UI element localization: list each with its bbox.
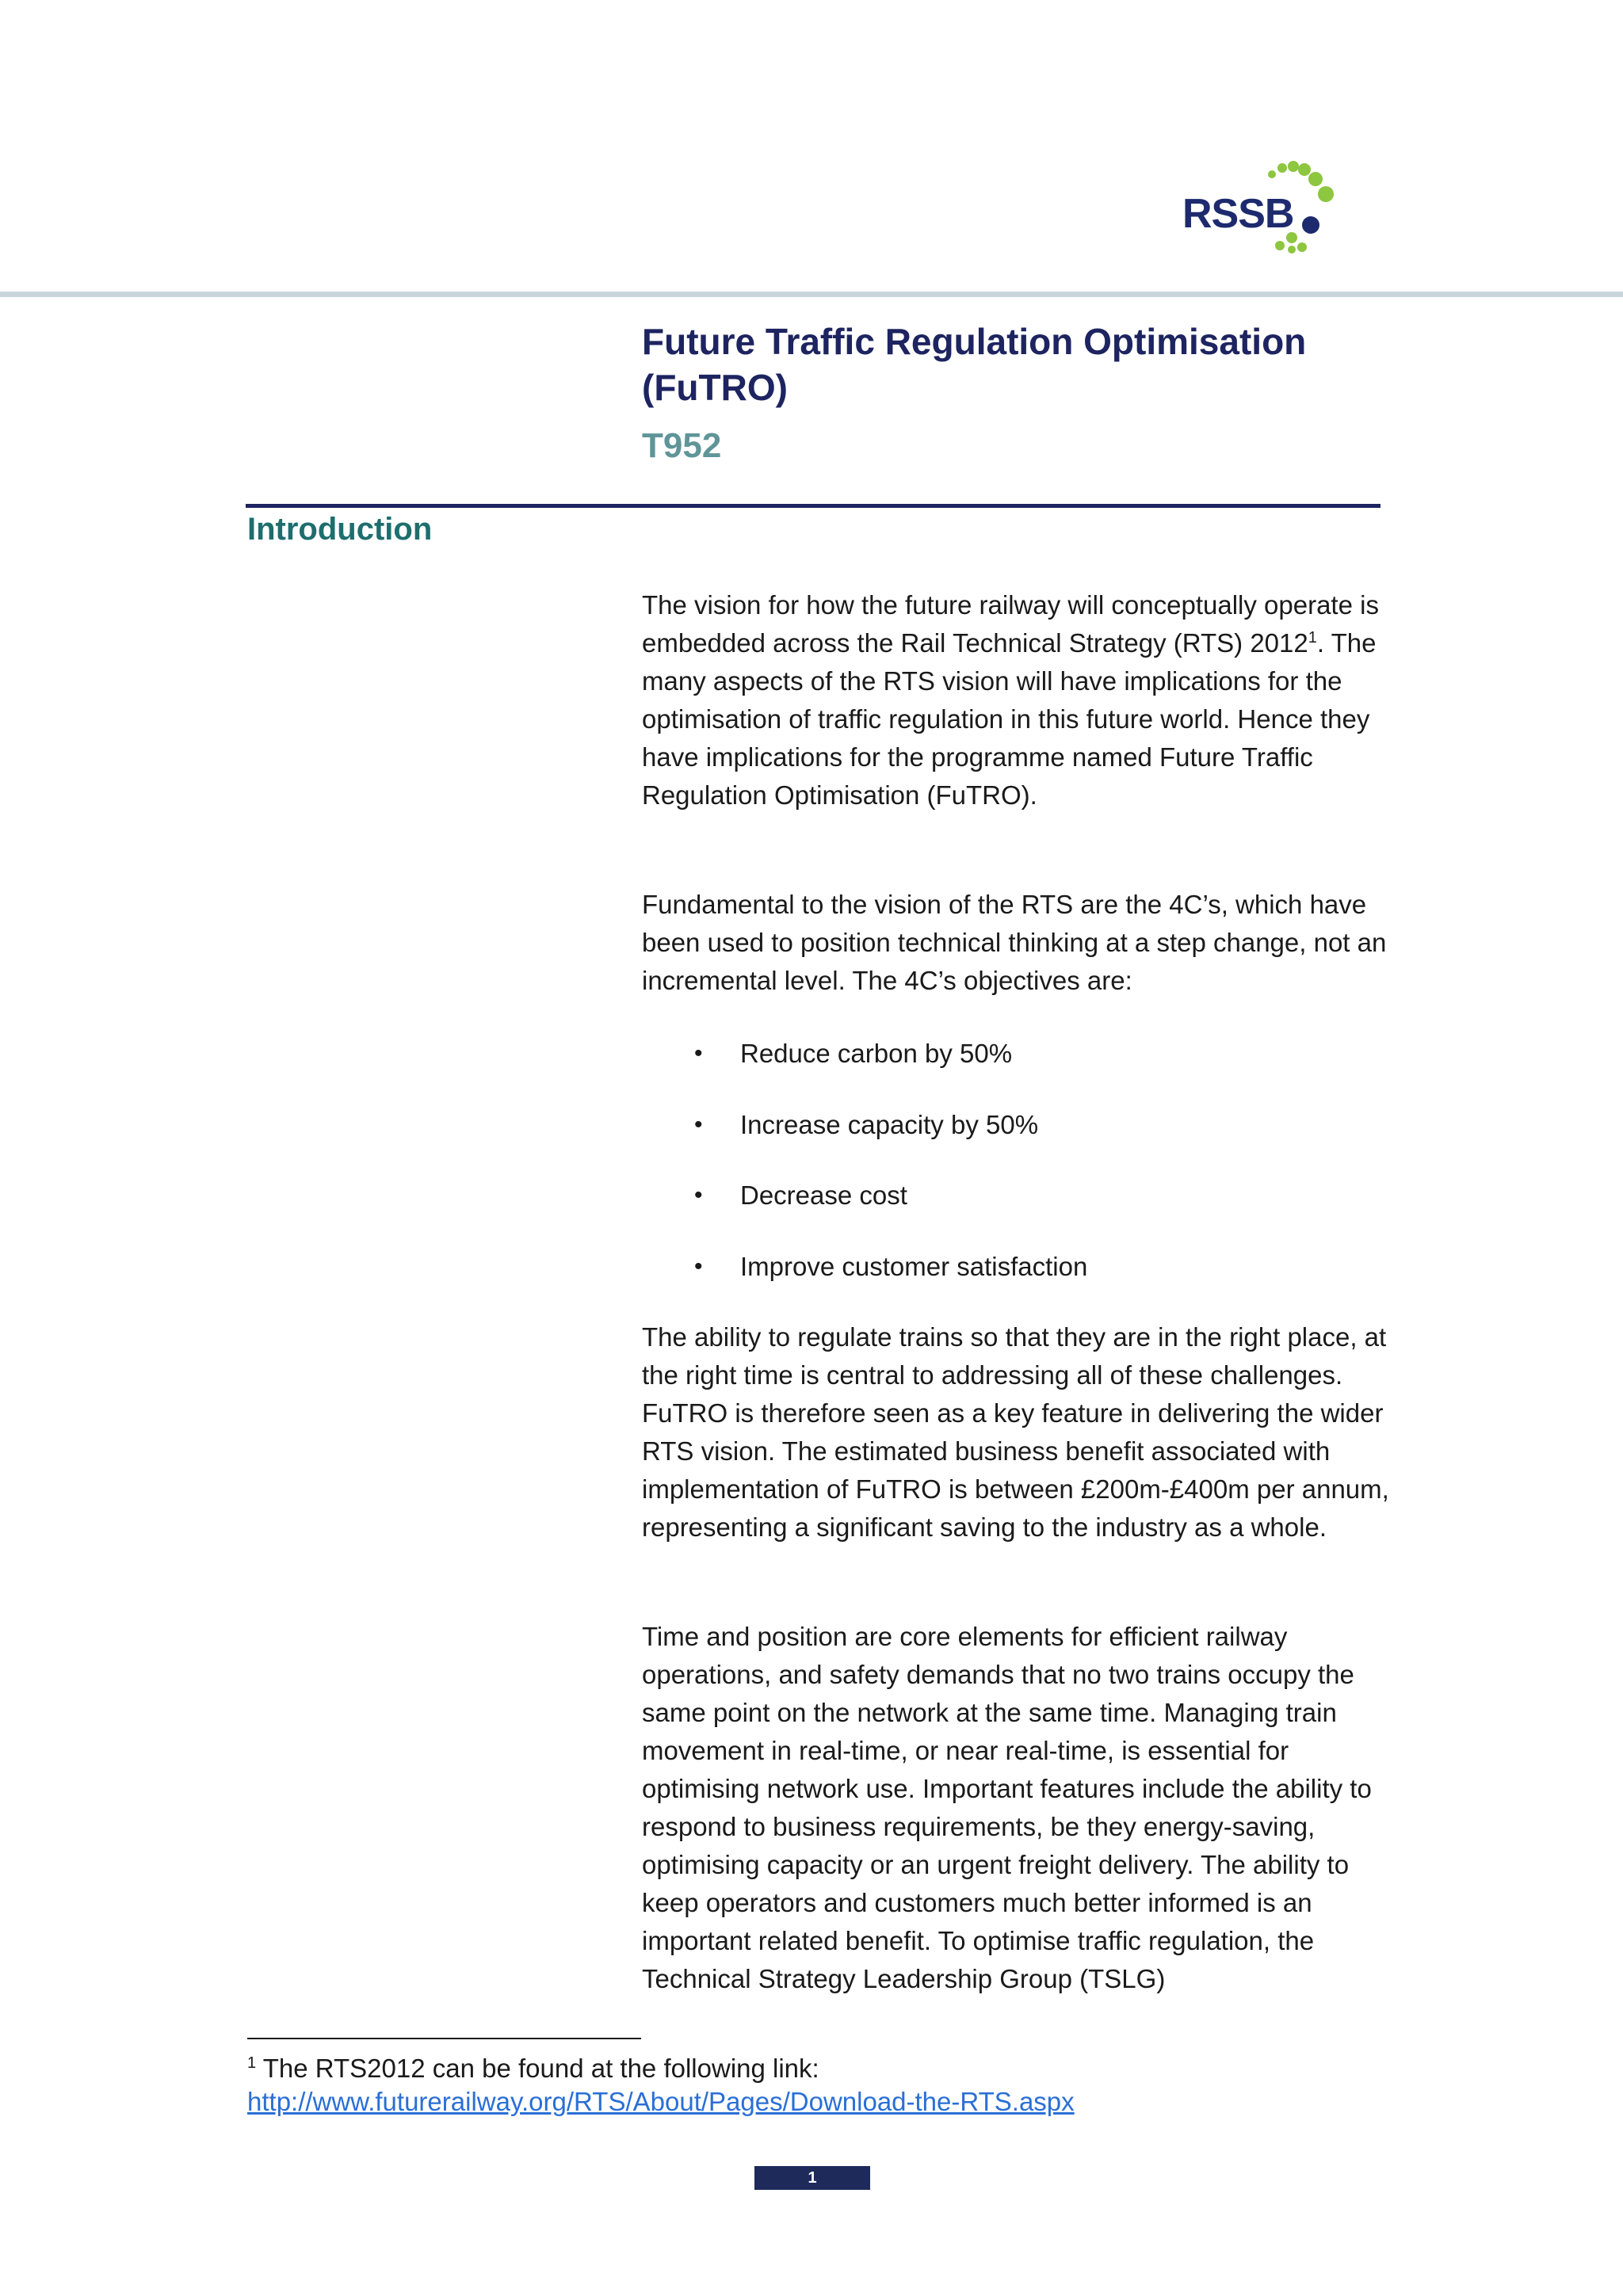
section-divider (246, 504, 1381, 508)
paragraph-time-position: Time and position are core elements for efficient railway operations, and safety demands that no two trains occupy the same point on the network at the same time. Managing train movement in real-time, or near real-time, is essential for optimising network use. Important features include the ability to respond to business requirements, be they energy-saving, optimising capacity or an urgent freight delivery. The ability to keep operators and customers much better informed is an important related benefit. To optimise traffic regulation, the Technical Strategy Leadership Group (TSLG) (642, 1622, 1372, 1993)
list-item (642, 1035, 1395, 1106)
footnote (247, 2052, 1373, 2119)
document-title: Future Traffic Regulation Optimisation (FuTRO) (642, 321, 1307, 408)
list-item-text: Decrease cost (740, 1180, 907, 1210)
list-item-text: Improve customer satisfaction (740, 1251, 1088, 1281)
list-item-text: Increase capacity by 50% (740, 1109, 1039, 1139)
logo-wordmark: RSSB (1182, 191, 1294, 237)
bullet-icon: • (694, 1111, 703, 1138)
rssb-logo (1173, 158, 1355, 261)
document-code: T952 (642, 426, 722, 465)
objectives-list (642, 1035, 1395, 1318)
header-divider (0, 292, 1623, 297)
bullet-icon: • (694, 1040, 703, 1066)
paragraph-fundamental: Fundamental to the vision of the RTS are the 4C’s, which have been used to position technical thinking at a step change, not an incremental level. The 4C’s objectives are: (642, 890, 1387, 995)
list-item-text: Reduce carbon by 50% (740, 1039, 1013, 1068)
list-item (642, 1248, 1395, 1319)
bullet-icon: • (694, 1253, 703, 1280)
paragraph-text: The vision for how the future railway will conceptually operate is embedded across the Rail Technical Strategy (RTS) 2012 (642, 590, 1379, 658)
footnote-divider (247, 2038, 641, 2039)
paragraph-vision (642, 586, 1395, 814)
footnote-reference[interactable]: 1 (1308, 629, 1317, 646)
list-item (642, 1177, 1395, 1248)
page-number: 1 (754, 2166, 870, 2190)
footnote-marker: 1 (247, 2054, 257, 2072)
paragraph-regulation: The ability to regulate trains so that they are in the right place, at the right time is central to addressing all of these challenges. FuTRO is therefore seen as a key feature in delivering the wider RTS vision. The estimated business benefit associated with implementation of FuTRO is between £200m-£400m per annum, representing a significant saving to the industry as a whole. (642, 1322, 1389, 1542)
footnote-text: The RTS2012 can be found at the following link: (256, 2054, 819, 2083)
footnote-link[interactable]: http://www.futurerailway.org/RTS/About/Pages/Download-the-RTS.aspx (247, 2087, 1075, 2116)
list-item (642, 1106, 1395, 1177)
section-heading: Introduction (247, 512, 433, 547)
paragraph-text: . The many aspects of the RTS vision will have implications for the optimisation of traffic regulation in this future world. Hence they have implications for the programme named Future Traffic Regulation Optimisation (FuTRO). (642, 628, 1377, 810)
bullet-icon: • (694, 1182, 703, 1208)
